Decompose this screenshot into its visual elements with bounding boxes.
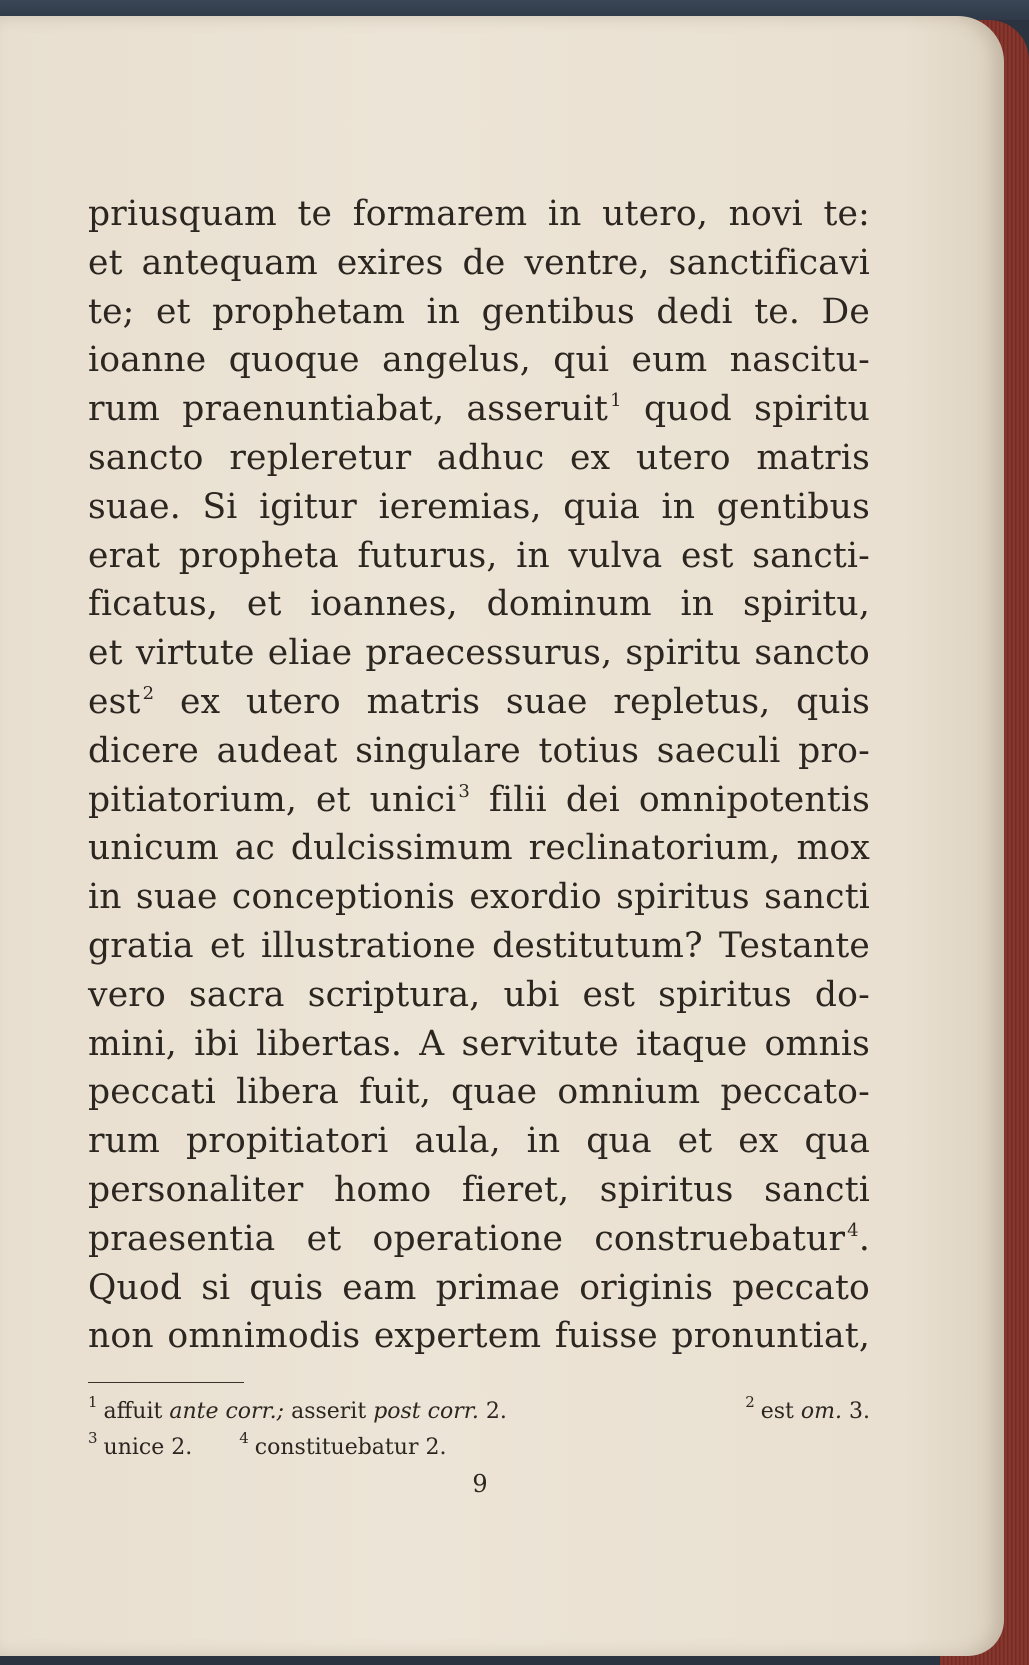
footnote-text: affuit [103, 1399, 170, 1424]
footnote-italic: om. [800, 1399, 843, 1424]
page-number: 9 [472, 1470, 488, 1498]
footnote-marker: 3 [88, 1429, 98, 1447]
text-segment: pitiatorium, et unici [88, 779, 457, 820]
text-line [88, 385, 870, 434]
text-line: gratia et illustratione destitutum? Testante [88, 925, 870, 966]
text-segment: quod spiritu [621, 389, 870, 430]
footnote-marker: 2 [745, 1393, 755, 1411]
text-line: dicere audeat singulare totius saeculi pro- [88, 730, 870, 771]
footnote-line-1 [88, 1394, 870, 1430]
text-line: et virtute eliae praecessurus, spiritu sancto [88, 633, 870, 674]
footnote-reference: 1 [610, 390, 622, 412]
text-segment: . [858, 1218, 870, 1259]
footnote-italic: post corr. [373, 1399, 479, 1424]
text-segment: rum praenuntiabat, asseruit [88, 389, 609, 430]
footnote-text: constituebatur 2. [254, 1435, 447, 1460]
text-line: non omnimodis expertem fuisse pronuntiat, [88, 1316, 870, 1357]
footnote-line-2 [88, 1430, 870, 1466]
footnote-4 [239, 1430, 446, 1466]
text-line: ioanne quoque angelus, qui eum nascitu- [88, 340, 870, 381]
text-line: te; et prophetam in gentibus dedi te. De [88, 291, 870, 332]
footnote-italic: ante corr.; [169, 1399, 285, 1424]
text-line [88, 1215, 870, 1264]
text-segment: praesentia et operatione construebatur [88, 1218, 846, 1259]
text-line: peccati libera fuit, quae omnium peccato- [88, 1072, 870, 1113]
body-text [88, 190, 870, 1361]
text-line: suae. Si igitur ieremias, quia in gentibus [88, 486, 870, 527]
text-line: erat propheta futurus, in vulva est sancti- [88, 535, 870, 576]
footnote-3 [88, 1430, 192, 1466]
text-line: priusquam te formarem in utero, novi te: [88, 194, 870, 234]
text-line: Quod si quis eam primae originis peccato [88, 1267, 870, 1308]
footnote-rule [88, 1382, 244, 1383]
footnotes [88, 1394, 870, 1466]
footnote-text: est [760, 1399, 801, 1424]
footnote-text: 3. [842, 1399, 870, 1424]
footnote-marker: 1 [88, 1393, 98, 1411]
text-segment: est [88, 681, 141, 722]
book-page [0, 16, 1004, 1656]
footnote-reference: 2 [142, 682, 155, 704]
text-line: unicum ac dulcissimum reclinatorium, mox [88, 828, 870, 869]
text-line: sancto repleretur adhuc ex utero matris [88, 437, 870, 478]
text-line: in suae conceptionis exordio spiritus sancti [88, 877, 870, 918]
footnote-reference: 4 [847, 1219, 859, 1241]
text-line: personaliter homo fieret, spiritus sancti [88, 1169, 870, 1210]
text-segment: filii dei omnipotentis [470, 779, 871, 820]
footnote-reference: 3 [458, 780, 471, 802]
footnote-1 [88, 1394, 507, 1430]
footnote-text: 2. [478, 1399, 507, 1424]
footnote-text: asserit [284, 1399, 374, 1424]
text-line: vero sacra scriptura, ubi est spiritus do- [88, 974, 870, 1015]
text-line: et antequam exires de ventre, sanctificavi [88, 242, 870, 283]
text-line [88, 776, 870, 825]
footnote-marker: 4 [239, 1429, 249, 1447]
text-line: mini, ibi libertas. A servitute itaque omnis [88, 1023, 870, 1064]
footnote-text: unice 2. [103, 1435, 193, 1460]
text-line: rum propitiatori aula, in qua et ex qua [88, 1121, 870, 1162]
text-line [88, 678, 870, 727]
footnote-2 [745, 1394, 870, 1430]
text-segment: ex utero matris suae repletus, quis [154, 681, 870, 722]
text-line: ficatus, et ioannes, dominum in spiritu, [88, 584, 870, 625]
